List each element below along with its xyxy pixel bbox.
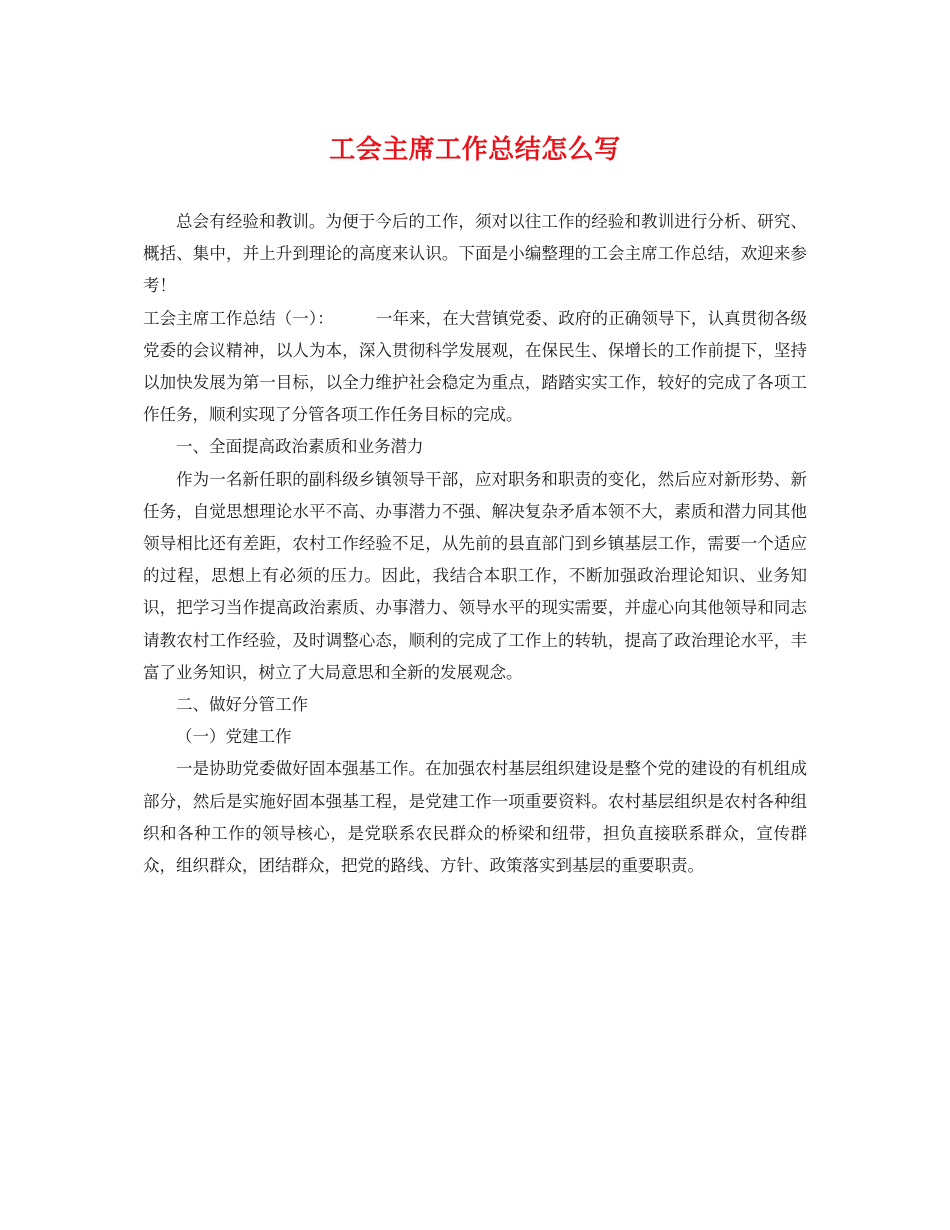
heading-1: 一、全面提高政治素质和业务潜力 bbox=[176, 437, 424, 457]
document-title: 工会主席工作总结怎么写 bbox=[329, 135, 621, 165]
paragraph-2: 一是协助党委做好固本强基工作。在加强农村基层组织建设是整个党的建设的有机组成部分，然后是实施好固本强基工程，是党建工作一项重要资料。农村基层组织是农村各种组织和各种工作的领导核心，是党联系农民群众的桥梁和纽带，担负直接联系群众，宣传群众，组织群众，团结群众，把党的路线、方针、政策落实到基层的重要职责。 bbox=[143, 759, 807, 876]
subheading-1: （一）党建工作 bbox=[176, 727, 292, 747]
section-label: 工会主席工作总结（一）： bbox=[143, 308, 334, 328]
intro-paragraph: 总会有经验和教训。为便于今后的工作，须对以往工作的经验和教训进行分析、研究、概括、集中，并上升到理论的高度来认识。下面是小编整理的工会主席工作总结，欢迎来参考！ bbox=[143, 212, 807, 296]
heading-2: 二、做好分管工作 bbox=[176, 695, 308, 715]
section-first-paragraph bbox=[143, 303, 807, 432]
section-first-text: 一年来，在大营镇党委、政府的正确领导下，认真贯彻各级党委的会议精神，以人为本，深入贯彻科学发展观，在保民生、保增长的工作前提下，坚持以加快发展为第一目标，以全力维护社会稳定为重点，踏踏实实工作，较好的完成了各项工作任务，顺利实现了分管各项工作任务目标的完成。 bbox=[143, 308, 808, 425]
paragraph-1: 作为一名新任职的副科级乡镇领导干部，应对职务和职责的变化，然后应对新形势、新任务，自觉思想理论水平不高、办事潜力不强、解决复杂矛盾本领不大，素质和潜力同其他领导相比还有差距，农村工作经验不足，从先前的县直部门到乡镇基层工作，需要一个适应的过程，思想上有必须的压力。因此，我结合本职工作，不断加强政治理论知识、业务知识，把学习当作提高政治素质、办事潜力、领导水平的现实需要，并虚心向其他领导和同志请教农村工作经验，及时调整心态，顺利的完成了工作上的转轨，提高了政治理论水平，丰富了业务知识，树立了大局意思和全新的发展观念。 bbox=[143, 469, 807, 682]
document-body bbox=[143, 206, 807, 882]
